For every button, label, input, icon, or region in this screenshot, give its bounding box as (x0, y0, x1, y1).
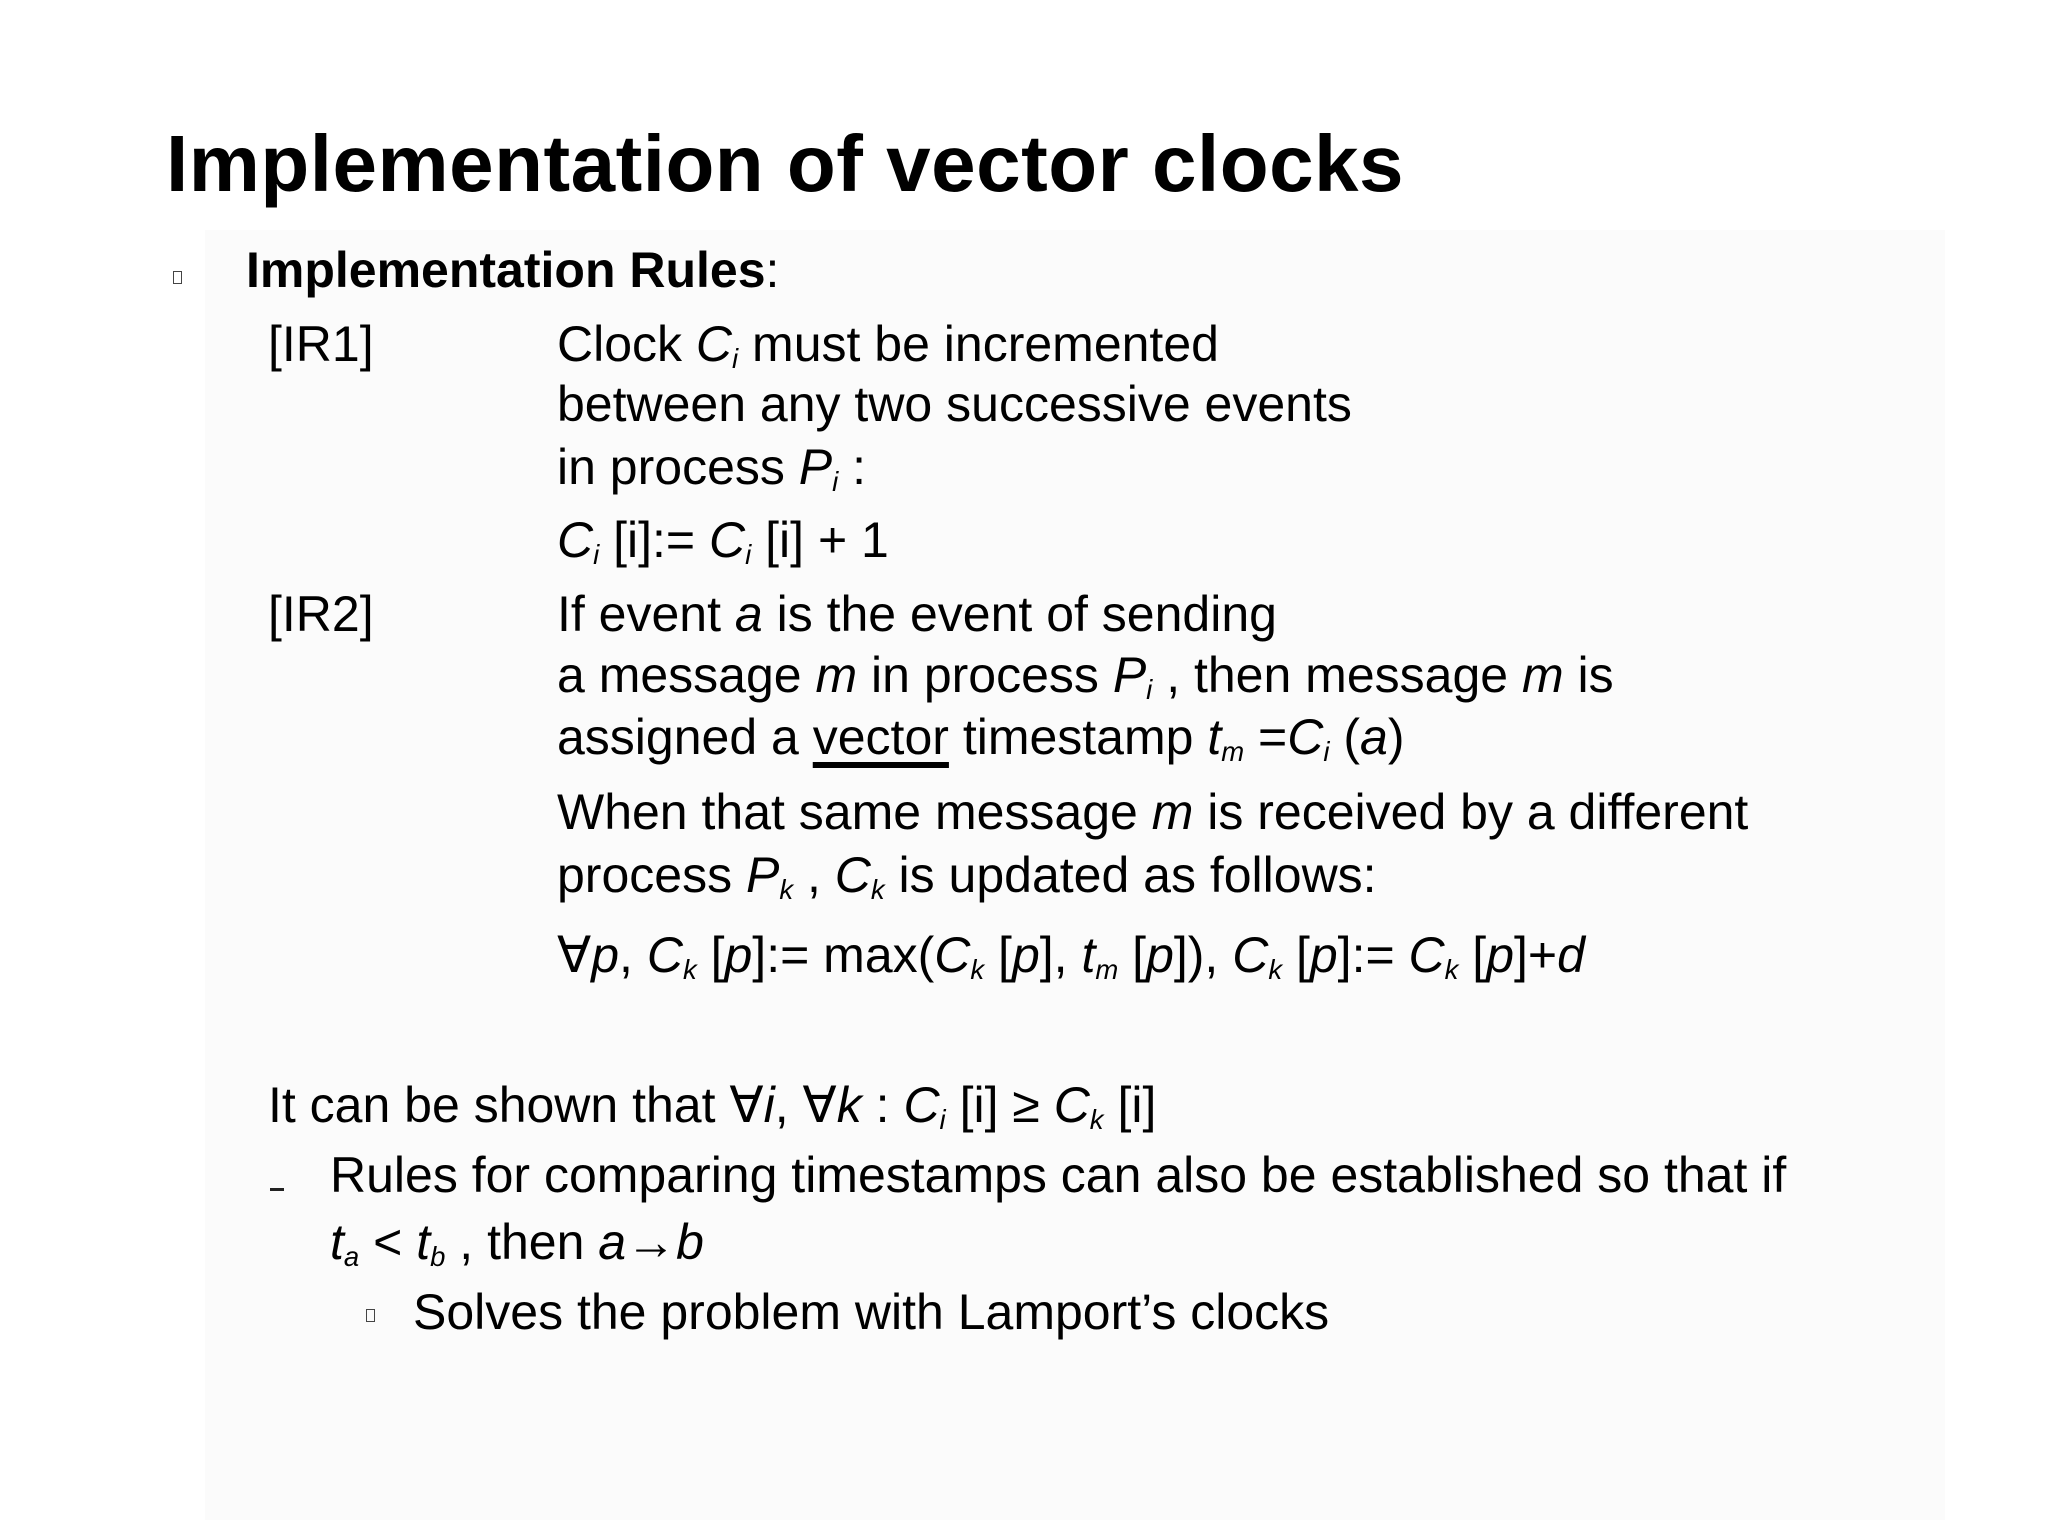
ir2-line-2: a message m in process $P_i$ , then message m is (557, 647, 1614, 705)
rules-compare-line-1: Rules for comparing timestamps can also be established so that if (330, 1147, 1787, 1203)
ir1-line-3: in process $P_i$ : (557, 439, 867, 497)
ir1-line-1: Clock $C_i$ must be incremented (557, 316, 1219, 374)
rules-heading: Implementation Rules: (246, 242, 780, 298)
ir2-line-5: process $P_k$ , $C_k$ is updated as follows: (557, 847, 1377, 905)
bullet-box-icon (366, 1309, 375, 1322)
ir1-line-2: between any two successive events (557, 376, 1352, 432)
dash-bullet-icon (270, 1188, 284, 1191)
shown-statement: It can be shown that ∀i, ∀k : $C_i$ $[i] \ge C_k$ [i] (268, 1077, 1157, 1135)
slide-title: Implementation of vector clocks (166, 119, 1405, 208)
ir1-label: [IR1] (268, 316, 374, 372)
ir2-label: [IR2] (268, 586, 374, 642)
ir1-formula: $C_i$ [i]:= $C_i$ [i] + 1 (557, 512, 889, 570)
rules-compare-line-2: $t_a < t_b$ , then a→b (330, 1214, 704, 1272)
solves-line: Solves the problem with Lamport’s clocks (413, 1284, 1330, 1340)
ir2-formula: ∀p, $C_k$ [p]:= $\max(C_k$ [p], $t_m$ [p]), $C_k$ [p]:= $C_k$ [p]+d (557, 927, 1585, 985)
bullet-box-icon (173, 271, 182, 284)
ir2-line-1: If event a is the event of sending (557, 586, 1277, 642)
ir2-line-4: When that same message m is received by a different (557, 784, 1749, 840)
ir2-line-3: assigned a vector timestamp $t_m =C_i$ (a) (557, 709, 1405, 767)
